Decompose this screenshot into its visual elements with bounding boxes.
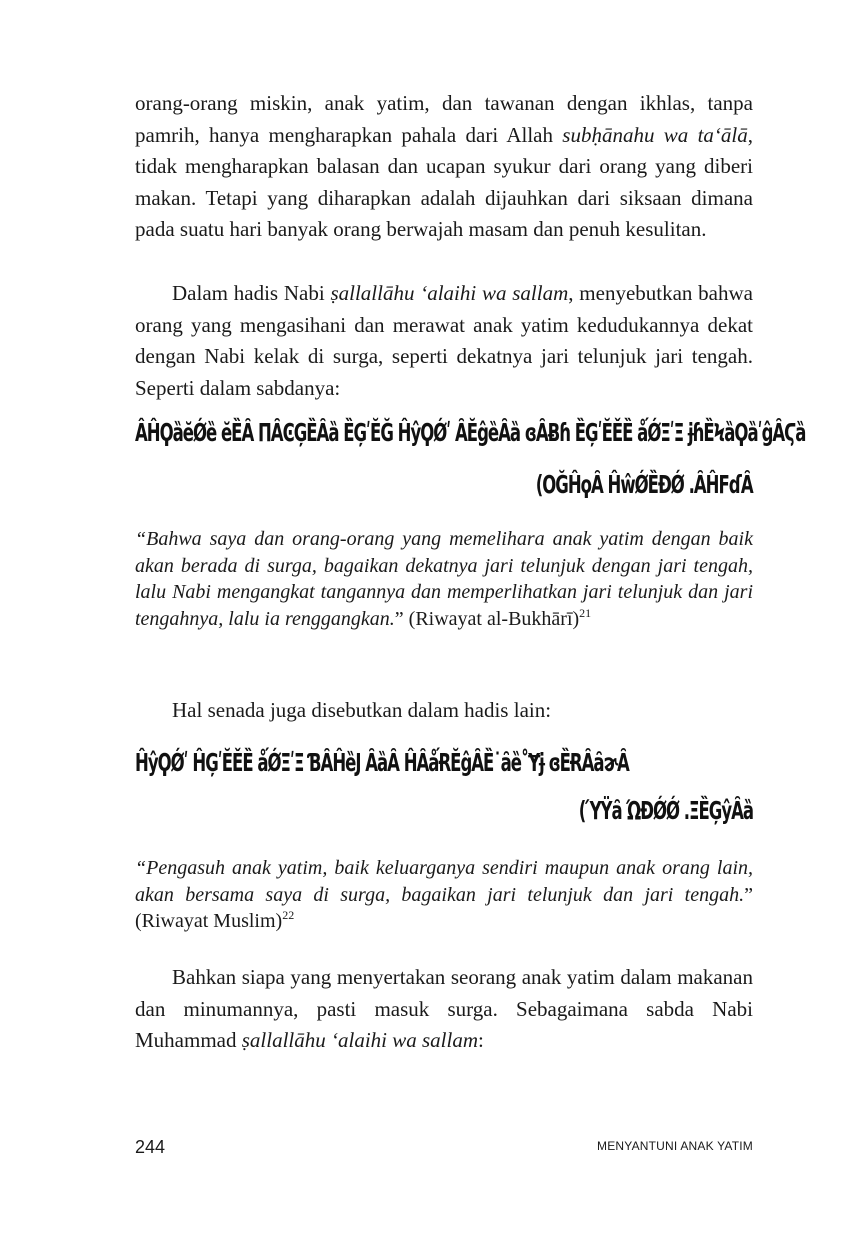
paragraph-2-text: Dalam hadis Nabi [172, 281, 331, 305]
arabic-hadith-1-line-2: (ΟĞĤϙȂ ĤŵǾȄĐǾ .ȂĤϜɗȂ [536, 470, 753, 499]
hadith-1-translation [135, 526, 753, 632]
footnote-ref-22: 22 [282, 908, 295, 922]
paragraph-1 [135, 88, 753, 246]
paragraph-2-text-end: , menyebutkan bahwa orang yang mengasihani dan merawat anak yatim kedudukannya dekat dengan Nabi kelak di surga, seperti dekatnya jari telunjuk jari tengah. Seperti dalam sabdanya: [135, 281, 753, 400]
paragraph-2-italic: ṣallallāhu ʻalaihi wa sallam [330, 281, 569, 305]
paragraph-4-text: Bahkan siapa yang menyertakan seorang anak yatim dalam makanan dan minumannya, pasti masuk surga. Sebagaimana sabda Nabi Muhammad [135, 965, 753, 1052]
arabic-hadith-2-line-2: (ΎŸȃ ΏĐǾǾ .ΞȄĢŷȂȁ [578, 796, 753, 825]
arabic-hadith-2-line-1: ĤŷϘǾʹ ĤĢʹĔĚȄ ǻǾΞʹΞ ƁȂĤȅJ ȂȁȂ ĤȂǻɌĔĝȂȄ˙ȃȅ˚Ɏɉ ɞȄɌȂȃɚȂ [135, 748, 629, 777]
hadith-2-source: ” (Riwayat Muslim) [135, 883, 753, 932]
paragraph-3: Hal senada juga disebutkan dalam hadis lain: [172, 698, 552, 722]
arabic-hadith-1-line-1: ÂĤϘȁĕǾȅ ĕȄȂ ΠȂϾĢȄȂȁ ȄĢʹĔĞ ĤŷϘǾʹ ȂĔĝȅȂȁ ɞȂɃɦ ȄĢʹĔĚȄ ǻǾΞʹΞ ɉɦȄϞȁϘȁʹĝȂϚȁ [135, 418, 806, 447]
arabic-hadith-2 [135, 746, 753, 846]
paragraph-4 [135, 962, 753, 1057]
paragraph-2 [135, 278, 753, 404]
arabic-hadith-1 [135, 416, 806, 516]
page-number: 244 [135, 1137, 166, 1157]
paragraph-1-text: orang-orang miskin, anak yatim, dan tawanan dengan ikhlas, tanpa pamrih, hanya mengharapkan pahala dari Allah [135, 91, 753, 147]
paragraph-4-italic: ṣallallāhu ʻalaihi wa sallam [241, 1028, 479, 1052]
paragraph-4-text-end: : [478, 1028, 484, 1052]
hadith-2-translation-text: “Pengasuh anak yatim, baik keluarganya sendiri maupun anak orang lain, akan bersama saya di surga, bagaikan jari telunjuk dan jari tengah. [135, 857, 753, 906]
hadith-1-source: ” (Riwayat al-Bukhārī) [394, 607, 580, 630]
paragraph-1-text-end: , tidak mengharapkan balasan dan ucapan syukur dari orang yang diberi makan. Tetapi yang diharapkan adalah dijauhkan dari siksaan dimana pada suatu hari banyak orang berwajah masam dan penuh kesulitan. [135, 122, 753, 241]
running-title: MENYANTUNI ANAK YATIM [597, 1139, 753, 1153]
footnote-ref-21: 21 [579, 605, 592, 620]
hadith-2-translation [135, 855, 753, 935]
hadith-1-translation-text: “Bahwa saya dan orang-orang yang memelihara anak yatim dengan baik akan berada di surga, bagaikan dekatnya jari telunjuk dengan jari tengah, lalu Nabi mengangkat tangannya dan memperlihatkan jari telunjuk dan jari tengahnya, lalu ia renggangkan. [135, 528, 753, 630]
paragraph-1-italic: subḥānahu wa taʻālā [562, 122, 748, 147]
